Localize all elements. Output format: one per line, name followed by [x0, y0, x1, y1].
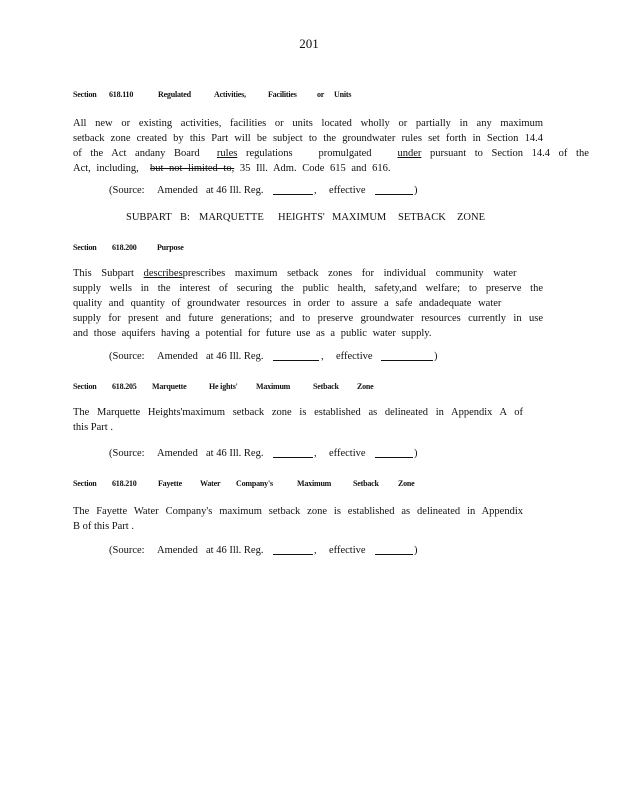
source-word: Amended — [157, 185, 198, 196]
inserted-text: rules — [216, 148, 238, 159]
source-word: , — [314, 448, 317, 459]
section-618-200-body — [73, 266, 543, 341]
source-word: ) — [414, 185, 418, 196]
source-label: (Source: — [109, 351, 145, 362]
body-line — [73, 146, 589, 161]
heading-word: Maximum — [297, 479, 332, 488]
section-heading-618-210 — [73, 479, 413, 489]
source-note-618-110 — [109, 185, 429, 199]
section-618-205-body — [73, 405, 523, 435]
heading-word: Regulated — [158, 90, 191, 99]
heading-word: or — [317, 90, 325, 99]
source-label: (Source: — [109, 185, 145, 196]
heading-word: Section — [73, 382, 97, 391]
subpart-word: MAXIMUM — [332, 212, 387, 223]
text-run: regulations — [245, 148, 293, 159]
heading-word: Company's — [236, 479, 273, 488]
text-run: promulgated — [318, 148, 372, 159]
body-line: and those aquifers having a potential for future use as a public water supply. — [73, 328, 432, 339]
heading-word: Units — [334, 90, 352, 99]
heading-word: Section — [73, 479, 97, 488]
heading-word: Marquette — [152, 382, 187, 391]
body-line — [73, 296, 543, 311]
source-word: Amended — [157, 448, 198, 459]
source-word: effective — [329, 545, 366, 556]
source-word: effective — [329, 448, 366, 459]
heading-word: 618.210 — [112, 479, 137, 488]
source-note-618-200 — [109, 351, 449, 365]
heading-word: Purpose — [157, 243, 184, 252]
heading-word: 618.200 — [112, 243, 137, 252]
subpart-word: SETBACK — [398, 212, 446, 223]
heading-word: Setback — [353, 479, 379, 488]
heading-word: Section — [73, 243, 97, 252]
source-word: , — [314, 185, 317, 196]
section-heading-618-205 — [73, 382, 373, 392]
body-line: setback zone created by this Part will be subject to the groundwater rules set forth in Section 14.4 — [73, 133, 543, 144]
heading-word: 618.205 — [112, 382, 137, 391]
text-run: 35 Ill. Adm. Code 615 and 616. — [239, 163, 391, 174]
heading-word: 618.110 — [109, 90, 134, 99]
deleted-text: but not limited to, — [149, 163, 235, 174]
inserted-text: describes — [143, 268, 183, 279]
text-run: quality and quantity of groundwater resources in order to assure a safe and — [73, 298, 435, 309]
subpart-word: B: — [180, 212, 190, 223]
body-line: this Part . — [73, 422, 113, 433]
source-word: at 46 Ill. Reg. — [206, 185, 264, 196]
heading-word: Facilities — [268, 90, 297, 99]
source-note-618-205 — [109, 448, 429, 462]
source-word: ) — [414, 545, 418, 556]
text-run: any Board — [150, 148, 200, 159]
body-line: The Marquette Heights'maximum setback zone is established as delineated in Appendix A of — [73, 407, 523, 418]
body-line — [73, 161, 543, 176]
heading-word: He ights' — [209, 382, 238, 391]
source-word: effective — [336, 351, 373, 362]
source-word: ) — [434, 351, 438, 362]
source-label: (Source: — [109, 545, 145, 556]
source-label: (Source: — [109, 448, 145, 459]
source-word: Amended — [157, 351, 198, 362]
source-word: , — [314, 545, 317, 556]
source-word: effective — [329, 185, 366, 196]
heading-word: Setback — [313, 382, 339, 391]
text-run: pursuant to Section 14.4 of the — [429, 148, 589, 159]
source-word: ) — [414, 448, 418, 459]
text-run: prescribes maximum setback zones for individual community water — [182, 268, 517, 279]
heading-word: Fayette — [158, 479, 182, 488]
source-word: at 46 Ill. Reg. — [206, 448, 264, 459]
section-618-210-body — [73, 504, 523, 534]
text-run: Act, including, — [73, 163, 139, 174]
text-run: This Subpart — [73, 268, 134, 279]
inserted-text: under — [397, 148, 422, 159]
heading-word: Section — [73, 90, 97, 99]
body-line: B of this Part . — [73, 521, 134, 532]
heading-word: Activities, — [214, 90, 246, 99]
heading-word: Zone — [398, 479, 415, 488]
section-618-110-body — [73, 116, 589, 176]
section-heading-618-110 — [73, 90, 373, 100]
body-line: All new or existing activities, facilities or units located wholly or partially in any maximum — [73, 118, 543, 129]
source-note-618-210 — [109, 545, 429, 559]
source-word: at 46 Ill. Reg. — [206, 545, 264, 556]
source-word: at 46 Ill. Reg. — [206, 351, 264, 362]
heading-word: Maximum — [256, 382, 291, 391]
subpart-heading — [126, 212, 496, 226]
subpart-word: SUBPART — [126, 212, 172, 223]
text-run: of the Act and — [73, 148, 151, 159]
subpart-word: HEIGHTS' — [278, 212, 325, 223]
section-heading-618-200 — [73, 243, 213, 253]
body-line — [73, 266, 543, 281]
subpart-word: ZONE — [457, 212, 485, 223]
source-word: , — [321, 351, 324, 362]
subpart-word: MARQUETTE — [199, 212, 264, 223]
source-word: Amended — [157, 545, 198, 556]
body-line: The Fayette Water Company's maximum setback zone is established as delineated in Appendix — [73, 506, 523, 517]
body-line: supply wells in the interest of securing the public health, safety,and welfare; to preserve the — [73, 283, 543, 294]
body-line: supply for present and future generations; and to preserve groundwater resources currently in use — [73, 313, 543, 324]
text-run: adequate water — [434, 298, 502, 309]
page-number: 201 — [299, 36, 319, 51]
heading-word: Zone — [357, 382, 374, 391]
heading-word: Water — [200, 479, 221, 488]
